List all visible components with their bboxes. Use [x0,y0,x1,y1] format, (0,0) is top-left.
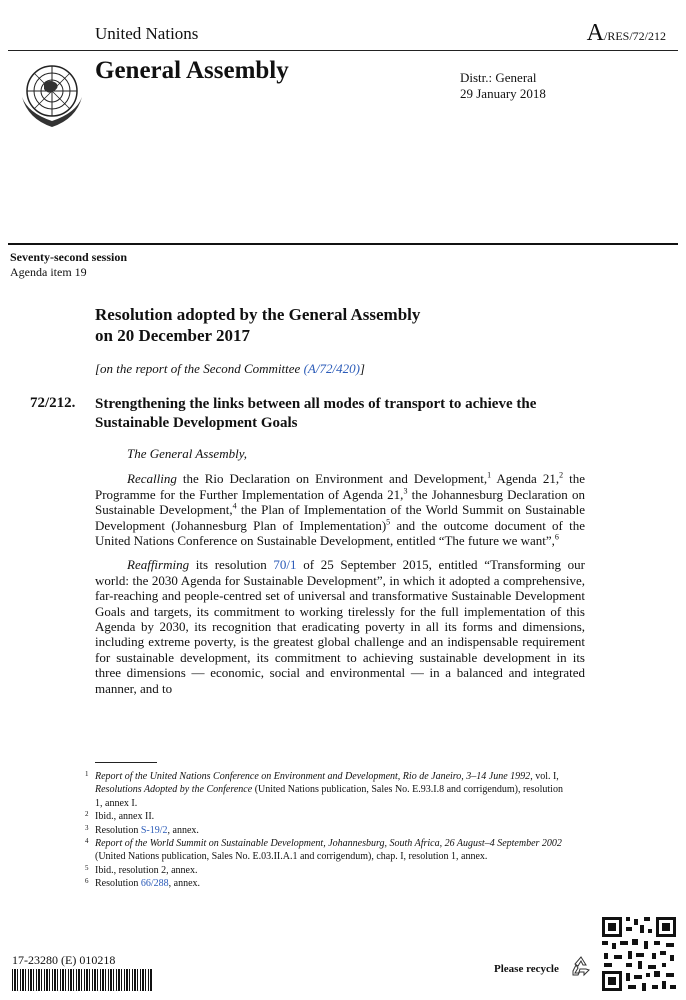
session-name: Seventy-second session [10,250,128,264]
footnote-3: 3 Resolution S-19/2, annex. [85,823,199,836]
footnote-1-title: Report of the United Nations Conference on Environment and Development, Rio de Janeiro, 3–14 June 1992 [95,771,531,782]
footnote-ref-2[interactable]: 2 [559,471,564,481]
preamble-paragraph-2 [95,557,585,696]
footnotes [85,770,565,891]
distribution-block [460,70,546,102]
footnote-1: 1 Report of the United Nations Conference on Environment and Development, Rio de Janeiro, 3–14 June 1992, vol. I, Resolutions Adopted by the Conference (United Nations publication, Sales No. E.93.I.8 and corrigendum), resolution 1, annex I. [85,770,563,809]
resolution-number: 72/212. [30,395,76,411]
session-block [10,250,127,280]
footnote-4: 4 Report of the World Summit on Sustainable Development, Johannesburg, South Africa, 26 August–4 September 2002 (United Nations publication, Sales No. E.03.II.A.1 and corrigendum), chap. I, resolution 1, annex. [85,837,562,863]
footnote-6-text-b: , annex. [168,878,201,890]
barcode-icon [12,969,152,991]
p1-text-d: the Johannesburg Declaration on Sustainable Development, [95,486,585,518]
organization-name: United Nations [95,24,199,43]
p2-text-b: of 25 September 2015, entitled “Transforming our world: the 2030 Agenda for Sustainable Development”, in which it adopted a comprehensive, far-reaching and people-centred set of universal and transformative Sustainable Development Goals and targets, its commitment to working tirelessly for the full implementation of this Agenda by 2030, its recognition that eradicating poverty in all its forms and dimensions, including extreme poverty, is the greatest global challenge and an indispensable requirement for sustainable development, its commitment to achieving sustainable development in its three dimensions — economic, social and environmental — in a balanced and integrated manner, and to [95,557,585,696]
un-emblem-icon [14,57,90,133]
footnote-5: 5 Ibid., resolution 2, annex. [85,863,198,876]
p1-text-f: and the outcome document of the United Nations Conference on Sustainable Development, entitled “The future we want”, [95,517,586,549]
document-symbol [587,20,666,47]
issue-date: 29 January 2018 [460,86,546,101]
footnote-1-title-2: Resolutions Adopted by the Conference [95,784,253,796]
agenda-item: Agenda item 19 [10,265,87,279]
footnote-ref-6[interactable]: 6 [554,532,559,542]
symbol-prefix: A [586,20,604,46]
body-title: General Assembly [95,57,289,84]
recycle-icon [570,955,592,977]
distribution: Distr.: General [460,70,537,85]
section-divider [8,243,678,245]
footnote-1-text-b: (United Nations publication, Sales No. E.93.I.8 and corrigendum), resolution 1, annex I. [95,784,563,809]
footnote-2: 2 Ibid., annex II. [85,810,155,823]
p1-text-b: Agenda 21, [491,471,560,487]
resolution-heading-line2: on 20 December 2017 [95,326,251,345]
p1-text-a: the Rio Declaration on Environment and Development, [176,471,488,487]
footnote-6: 6 Resolution 66/288, annex. [85,877,201,890]
resolution-66-288-link[interactable]: 66/288 [140,878,169,890]
footnote-4-title: Report of the World Summit on Sustainable Development, Johannesburg, South Africa, 26 August–4 September 2002 [95,838,562,850]
report-prefix: [on the report of the Second Committee [95,361,304,376]
footnote-1-text-a: , vol. I, [530,771,559,782]
footnote-ref-3[interactable]: 3 [403,486,408,496]
resolution-body [95,446,585,705]
footnote-5-text: Ibid., resolution 2, annex. [95,864,198,876]
preamble-paragraph-1 [95,471,585,548]
opening-phrase: The General Assembly, [127,446,247,461]
header-divider [8,50,678,51]
footnote-ref-5[interactable]: 5 [386,517,391,527]
footnote-3-text-a: Resolution [95,824,141,836]
p2-text-a: its resolution [189,557,274,573]
qr-code-icon [600,915,678,993]
footnote-2-text: Ibid., annex II. [95,811,155,823]
resolution-title: Strengthening the links between all modes of transport to achieve the Sustainable Development Goals [95,396,537,431]
resolution-heading-line1: Resolution adopted by the General Assembly [95,305,421,324]
footnote-4-text: (United Nations publication, Sales No. E.03.II.A.1 and corrigendum), chap. I, resolution 1, annex. [95,851,488,863]
p1-lead: Recalling [127,471,177,487]
symbol-rest: /RES/72/212 [603,29,666,43]
p1-text-e: the Plan of Implementation of the World Summit on Sustainable Development (Johannesburg Plan of Implementation) [95,502,586,533]
document-number: 17-23280 (E) 010218 [12,953,116,967]
p1-text-c: the Programme for the Further Implementation of Agenda 21, [95,471,585,502]
report-suffix: ] [359,361,365,376]
footnote-ref-4[interactable]: 4 [232,501,237,511]
recycle-note: Please recycle [494,963,559,975]
footnote-divider [95,762,157,763]
report-link[interactable]: (A/72/420) [303,361,360,376]
resolution-70-1-link[interactable]: 70/1 [273,557,297,573]
committee-report [95,361,365,377]
resolution-s-19-2-link[interactable]: S-19/2 [140,824,168,836]
resolution-heading [95,304,535,346]
footnote-ref-1[interactable]: 1 [487,471,492,481]
footnote-3-text-b: , annex. [167,824,199,836]
footnote-6-text-a: Resolution [95,878,141,890]
p2-lead: Reaffirming [127,557,190,573]
